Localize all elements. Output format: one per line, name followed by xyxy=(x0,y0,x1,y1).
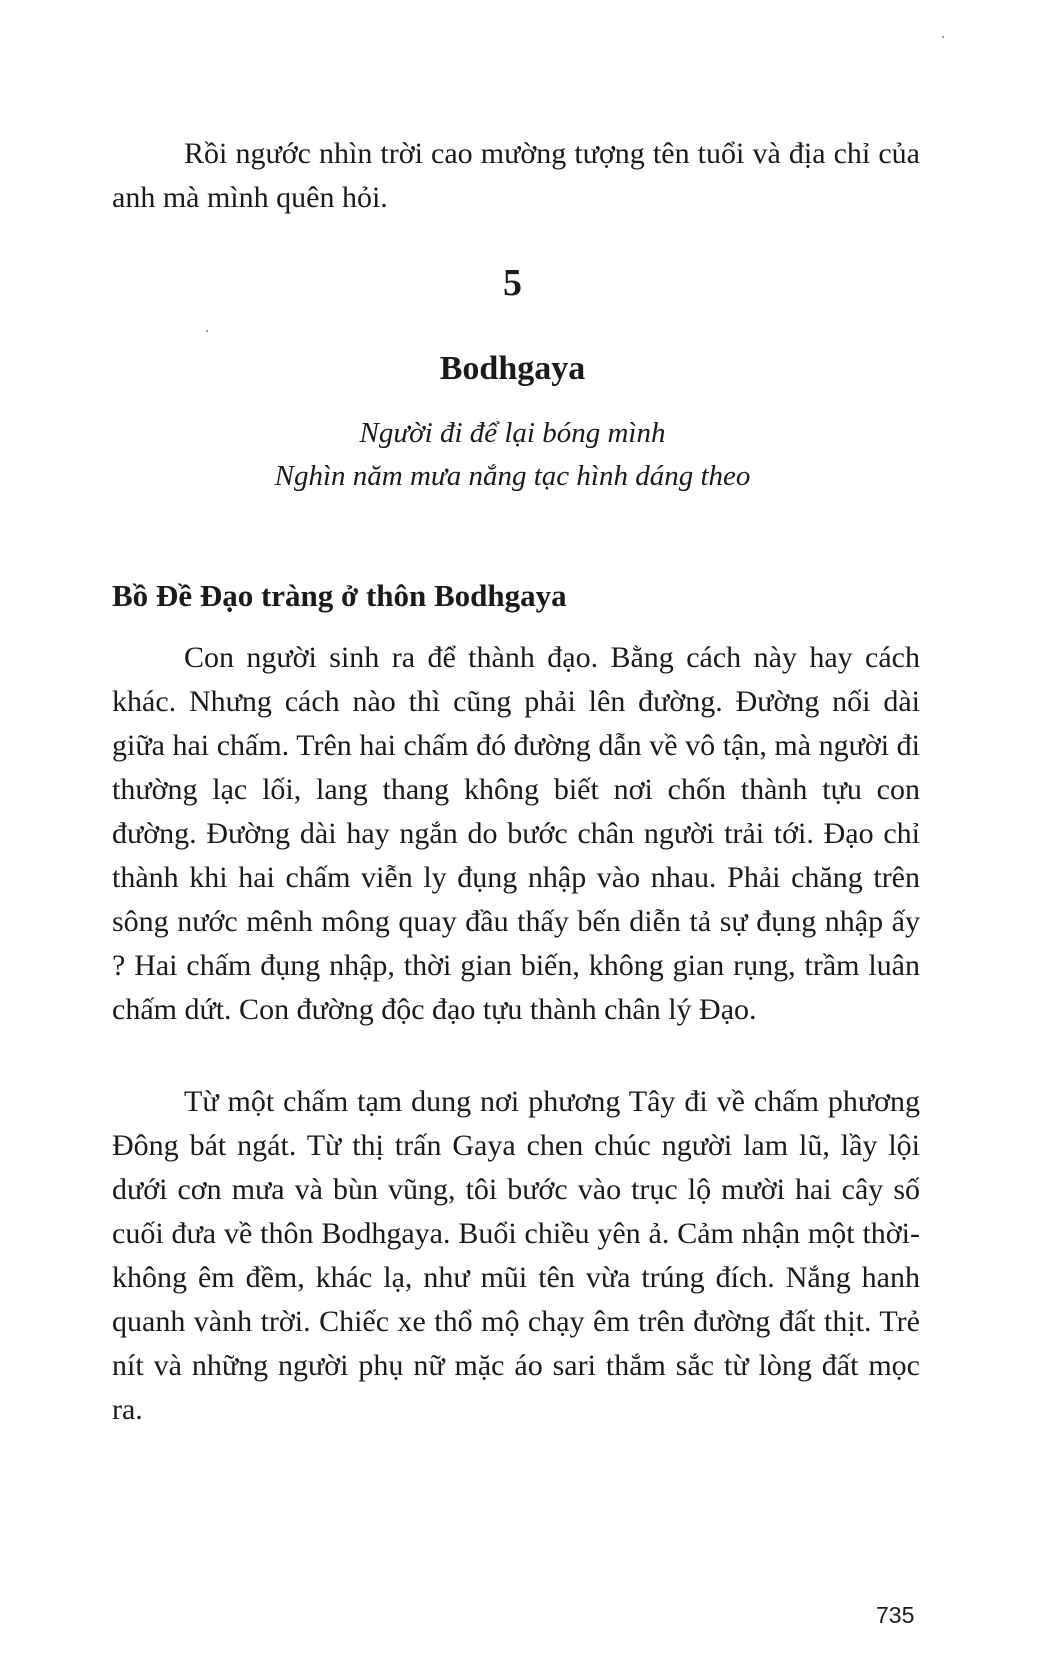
scan-speck xyxy=(942,36,944,38)
paragraph-body-1: Con người sinh ra để thành đạo. Bằng cách này hay cách khác. Nhưng cách nào thì cũng phải lên đường. Đường nối dài giữa hai chấm. Trên hai chấm đó đường dẫn về vô tận, mà người đi thường lạc lối, lang thang không biết nơi chốn thành tựu con đường. Đường dài hay ngắn do bước chân người trải tới. Đạo chỉ thành khi hai chấm viễn ly đụng nhập vào nhau. Phải chăng trên sông nước mênh mông quay đầu thấy bến diễn tả sự đụng nhập ấy ? Hai chấm đụng nhập, thời gian biến, không gian rụng, trầm luân chấm dứt. Con đường độc đạo tựu thành chân lý Đạo. xyxy=(112,641,920,1026)
epigraph-line-2: Nghìn năm mưa nắng tạc hình dáng theo xyxy=(274,460,751,492)
section-heading: Bồ Đề Đạo tràng ở thôn Bodhgaya xyxy=(112,578,567,613)
paragraph-body-2: Từ một chấm tạm dung nơi phương Tây đi về chấm phương Đông bát ngát. Từ thị trấn Gaya chen chúc người lam lũ, lầy lội dưới cơn mưa và bùn vũng, tôi bước vào trục lộ mười hai cây số cuối đưa về thôn Bodhgaya. Buổi chiều yên ả. Cảm nhận một thời-không êm đềm, khác lạ, như mũi tên vừa trúng đích. Nắng hanh quanh vành trời. Chiếc xe thổ mộ chạy êm trên đường đất thịt. Trẻ nít và những người phụ nữ mặc áo sari thắm sắc từ lòng đất mọc ra. xyxy=(112,1085,920,1426)
scan-speck xyxy=(206,330,208,332)
chapter-title: Bodhgaya xyxy=(439,350,586,387)
page-number: 735 xyxy=(876,1602,915,1628)
chapter-number: 5 xyxy=(503,262,522,304)
paragraph-intro: Rồi ngước nhìn trời cao mường tượng tên tuổi và địa chỉ của anh mà mình quên hỏi. xyxy=(112,137,920,214)
epigraph-line-1: Người đi để lại bóng mình xyxy=(359,417,666,449)
